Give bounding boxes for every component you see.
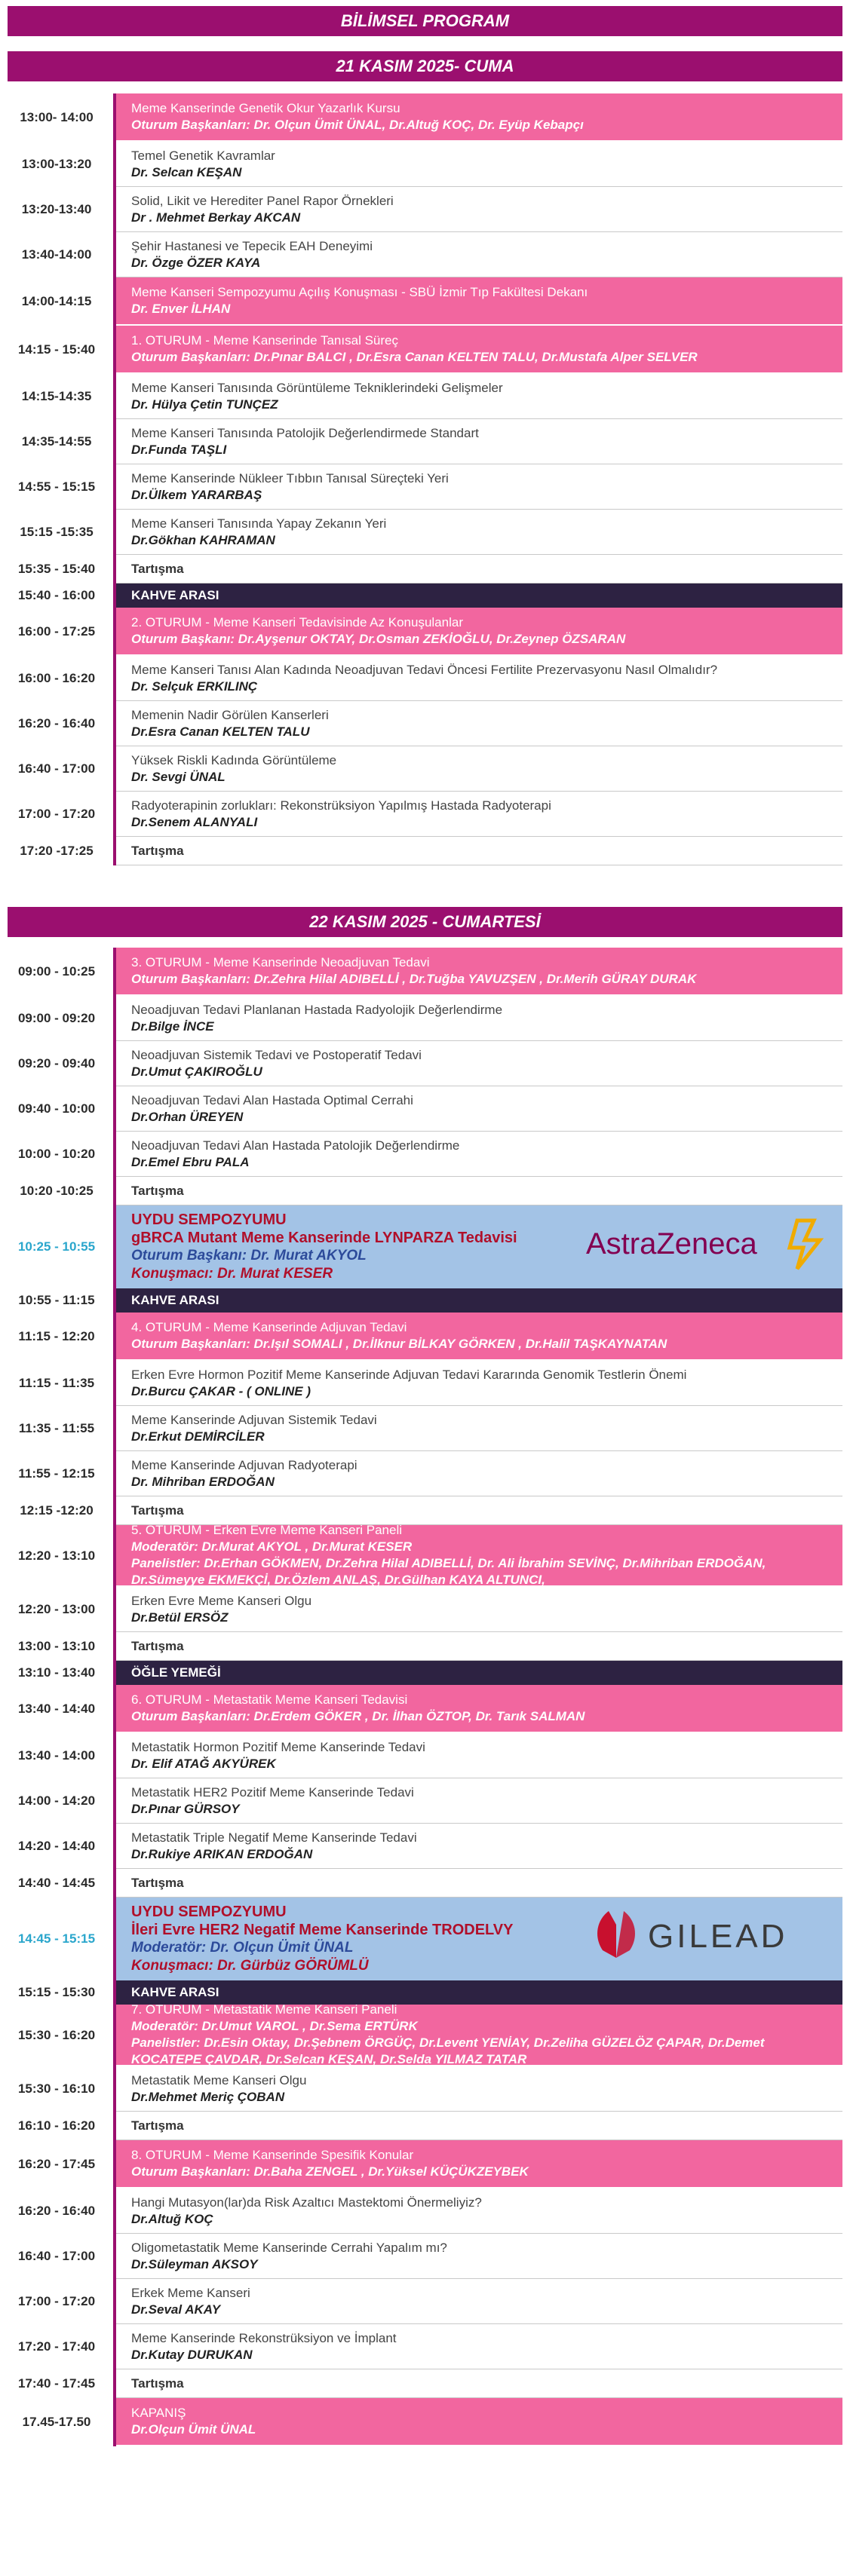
schedule-row <box>0 2066 850 2112</box>
disc-block <box>116 1632 842 1661</box>
session-title: 7. OTURUM - Metastatik Meme Kanseri Paneli <box>131 2002 397 2017</box>
speaker-name: Dr.Mehmet Meriç ÇOBAN <box>131 2089 285 2104</box>
break-label: ÖĞLE YEMEĞİ <box>131 1665 221 1680</box>
time-slot: 14:40 - 14:45 <box>17 1876 96 1890</box>
disc-block <box>116 2112 842 2140</box>
session-title: Radyoterapinin zorlukları: Rekonstrüksiyon Yapılmış Hastada Radyoterapi <box>131 798 551 813</box>
time-slot: 13:40 - 14:40 <box>17 1702 96 1716</box>
schedule-row <box>0 326 850 374</box>
schedule-row <box>0 1685 850 1733</box>
time-slot: 12:20 - 13:00 <box>17 1602 96 1616</box>
speaker-name: Dr . Mehmet Berkay AKCAN <box>131 210 301 225</box>
speaker-name: Dr.Betül ERSÖZ <box>131 1610 229 1625</box>
session-title: Meme Kanserinde Nükleer Tıbbın Tanısal Süreçteki Yeri <box>131 470 449 485</box>
time-slot: 14:00-14:15 <box>21 294 92 308</box>
session-title: Meme Kanserinde Adjuvan Radyoterapi <box>131 1457 357 1472</box>
talk-block <box>116 464 842 510</box>
time-slot: 17:20 - 17:40 <box>17 2339 96 2354</box>
session-title: Meme Kanseri Tanısı Alan Kadında Neoadjuvan Tedavi Öncesi Fertilite Prezervasyonu Nasıl Olmalıdır? <box>131 662 718 677</box>
time-slot: 16:40 - 17:00 <box>17 761 96 776</box>
speaker-name: Dr. Elif ATAĞ AKYÜREK <box>131 1756 276 1771</box>
session-title: Meme Kanserinde Rekonstrüksiyon ve İmplant <box>131 2330 397 2345</box>
discussion-label: Tartışma <box>131 843 184 858</box>
schedule-row <box>0 1132 850 1177</box>
symp-block <box>116 1898 842 1980</box>
discussion-label: Tartışma <box>131 2118 184 2133</box>
schedule-row <box>0 1778 850 1824</box>
schedule-row <box>0 1661 850 1685</box>
discussion-label: Tartışma <box>131 1183 184 1198</box>
disc-block <box>116 1496 842 1525</box>
schedule-row <box>0 837 850 865</box>
time-slot: 10:55 - 11:15 <box>18 1293 95 1307</box>
session-title: Hangi Mutasyon(lar)da Risk Azaltıcı Mastektomi Önermeliyiz? <box>131 2195 482 2210</box>
symposium-line-4: Konuşmacı: Dr. Murat KESER <box>131 1266 333 1282</box>
time-slot: 13:40-14:00 <box>21 247 92 262</box>
time-slot: 14:35-14:55 <box>21 434 92 449</box>
schedule-row <box>0 419 850 464</box>
session-title: Meme Kanseri Sempozyumu Açılış Konuşması - SBÜ İzmir Tıp Fakültesi Dekanı <box>131 285 588 299</box>
session-title: 8. OTURUM - Meme Kanserinde Spesifik Konular <box>131 2148 414 2162</box>
talk-block <box>116 1361 842 1406</box>
session-title: Metastatik Hormon Pozitif Meme Kanserinde Tedavi <box>131 1739 425 1754</box>
time-slot: 10:25 - 10:55 <box>17 1239 96 1254</box>
schedule-row <box>0 232 850 277</box>
speaker-name: Dr.Olçun Ümit ÜNAL <box>131 2422 256 2437</box>
time-slot: 17:00 - 17:20 <box>17 807 96 821</box>
talk-block <box>116 1824 842 1869</box>
time-slot: 16:10 - 16:20 <box>17 2118 96 2133</box>
talk-block <box>116 792 842 837</box>
speaker-name: Dr. Hülya Çetin TUNÇEZ <box>131 397 278 412</box>
schedule-row <box>0 1177 850 1205</box>
speaker-name: Dr. Enver İLHAN <box>131 302 231 316</box>
panelists: Panelistler: Dr.Esin Oktay, Dr.Şebnem ÖRGÜÇ, Dr.Levent YENİAY, Dr.Zeliha GÜZELÖZ ÇAPAR, Dr.Demet KOCATEPE ÇAVDAR, Dr.Selcan KEŞAN, Dr.Selda YILMAZ TATAR <box>131 2035 765 2066</box>
break-block <box>116 1288 842 1313</box>
schedule-row <box>0 948 850 996</box>
speaker-name: Dr. Özge ÖZER KAYA <box>131 255 261 270</box>
session-title: Metastatik Meme Kanseri Olgu <box>131 2072 307 2087</box>
speaker-name: Dr.Kutay DURUKAN <box>131 2347 253 2362</box>
discussion-label: Tartışma <box>131 1875 184 1890</box>
time-slot: 16:00 - 16:20 <box>17 671 96 685</box>
speaker-name: Moderatör: Dr.Murat AKYOL , Dr.Murat KESER <box>131 1539 413 1554</box>
symposium-line-1: UYDU SEMPOZYUMU <box>131 1211 287 1228</box>
speaker-name: Oturum Başkanları: Dr.Baha ZENGEL , Dr.Yüksel KÜÇÜKZEYBEK <box>131 2164 529 2179</box>
session-title: KAPANIŞ <box>131 2406 186 2420</box>
session-title: Meme Kanseri Tanısında Görüntüleme Tekniklerindeki Gelişmeler <box>131 380 503 395</box>
time-slot: 14:45 - 15:15 <box>17 1931 96 1946</box>
schedule-row <box>0 277 850 326</box>
talk-block <box>116 2234 842 2279</box>
time-slot: 14:15 - 15:40 <box>17 342 96 357</box>
schedule-row <box>0 608 850 656</box>
symposium-line-4: Konuşmacı: Dr. Gürbüz GÖRÜMLÜ <box>131 1958 369 1974</box>
disc-block <box>116 1177 842 1205</box>
time-slot: 15:15 - 15:30 <box>17 1985 96 1999</box>
session-title: Neoadjuvan Sistemik Tedavi ve Postoperatif Tedavi <box>131 1047 422 1062</box>
schedule-row <box>0 1496 850 1525</box>
schedule-row <box>0 464 850 510</box>
session-block <box>116 1685 842 1733</box>
schedule-row <box>0 584 850 608</box>
schedule-row <box>0 1733 850 1778</box>
session-block <box>116 2398 842 2446</box>
time-slot: 13:00-13:20 <box>21 157 92 171</box>
speaker-name: Dr.Umut ÇAKIROĞLU <box>131 1064 262 1079</box>
break-label: KAHVE ARASI <box>131 1293 219 1307</box>
speaker-name: Dr.Altuğ KOÇ <box>131 2211 213 2226</box>
schedule-row <box>0 1406 850 1451</box>
time-slot: 15:30 - 16:10 <box>17 2081 96 2096</box>
talk-block <box>116 1587 842 1632</box>
symp-block <box>116 1205 842 1288</box>
talk-block <box>116 2189 842 2234</box>
session-title: Meme Kanseri Tanısında Patolojik Değerlendirmede Standart <box>131 425 479 440</box>
speaker-name: Dr.Emel Ebru PALA <box>131 1154 250 1169</box>
schedule-row <box>0 1313 850 1361</box>
schedule-row <box>0 1632 850 1661</box>
talk-block <box>116 701 842 746</box>
schedule-row <box>0 1205 850 1288</box>
session-block <box>116 277 842 326</box>
schedule-row <box>0 2112 850 2140</box>
session-block <box>116 1525 842 1587</box>
session-title: Erkek Meme Kanseri <box>131 2285 250 2300</box>
time-slot: 15:15 -15:35 <box>20 525 94 539</box>
schedule-row <box>0 2369 850 2398</box>
schedule-row <box>0 2002 850 2066</box>
schedule-row <box>0 2279 850 2324</box>
time-slot: 17:20 -17:25 <box>20 844 94 858</box>
schedule-row <box>0 510 850 555</box>
time-slot: 12:15 -12:20 <box>20 1503 94 1518</box>
disc-block <box>116 1869 842 1898</box>
time-slot: 17:40 - 17:45 <box>17 2376 96 2391</box>
session-block <box>116 2002 842 2066</box>
schedule-row <box>0 142 850 187</box>
time-slot: 13:00- 14:00 <box>20 110 94 124</box>
time-slot: 09:00 - 10:25 <box>17 964 96 979</box>
speaker-name: Dr. Selçuk ERKILINÇ <box>131 678 258 694</box>
speaker-name: Oturum Başkanları: Dr. Olçun Ümit ÜNAL, Dr.Altuğ KOÇ, Dr. Eyüp Kebapçı <box>131 118 584 132</box>
schedule-row <box>0 1898 850 1980</box>
session-block <box>116 93 842 142</box>
schedule-row <box>0 2234 850 2279</box>
time-slot: 14:20 - 14:40 <box>17 1839 96 1853</box>
discussion-label: Tartışma <box>131 561 184 576</box>
schedule-row <box>0 555 850 584</box>
session-title: Oligometastatik Meme Kanserinde Cerrahi Yapalım mı? <box>131 2240 447 2255</box>
discussion-label: Tartışma <box>131 1638 184 1653</box>
time-slot: 13:20-13:40 <box>21 202 92 216</box>
time-slot: 10:20 -10:25 <box>20 1184 94 1198</box>
disc-block <box>116 837 842 865</box>
talk-block <box>116 1733 842 1778</box>
time-slot: 16:20 - 16:40 <box>17 716 96 731</box>
day2-schedule <box>0 948 850 2446</box>
speaker-name: Dr. Mihriban ERDOĞAN <box>131 1474 275 1489</box>
session-title: 2. OTURUM - Meme Kanseri Tedavisinde Az Konuşulanlar <box>131 615 463 629</box>
session-title: Meme Kanserinde Genetik Okur Yazarlık Kursu <box>131 101 400 115</box>
speaker-name: Dr.Bilge İNCE <box>131 1018 214 1034</box>
time-slot: 12:20 - 13:10 <box>17 1548 96 1563</box>
discussion-label: Tartışma <box>131 1502 184 1518</box>
time-slot: 13:00 - 13:10 <box>17 1639 96 1653</box>
time-slot: 13:10 - 13:40 <box>17 1665 96 1680</box>
schedule-row <box>0 2140 850 2189</box>
session-title: 1. OTURUM - Meme Kanserinde Tanısal Süreç <box>131 333 398 348</box>
session-title: Şehir Hastanesi ve Tepecik EAH Deneyimi <box>131 238 373 253</box>
time-slot: 11:35 - 11:55 <box>18 1421 95 1435</box>
day2-title-banner: 22 KASIM 2025 - CUMARTESİ <box>8 907 842 937</box>
schedule-row <box>0 374 850 419</box>
session-block <box>116 1313 842 1361</box>
talk-block <box>116 510 842 555</box>
time-slot: 16:40 - 17:00 <box>17 2249 96 2263</box>
speaker-name: Oturum Başkanları: Dr.Pınar BALCI , Dr.Esra Canan KELTEN TALU, Dr.Mustafa Alper SELVER <box>131 350 698 364</box>
schedule-row <box>0 1041 850 1086</box>
talk-block <box>116 142 842 187</box>
time-slot: 15:40 - 16:00 <box>17 588 96 602</box>
sponsor-logo-text: AstraZeneca <box>586 1227 757 1260</box>
speaker-name: Dr.Süleyman AKSOY <box>131 2256 258 2271</box>
talk-block <box>116 746 842 792</box>
session-title: Erken Evre Meme Kanseri Olgu <box>131 1593 312 1608</box>
session-title: Memenin Nadir Görülen Kanserleri <box>131 707 329 722</box>
speaker-name: Dr.Gökhan KAHRAMAN <box>131 532 275 547</box>
time-slot: 16:20 - 16:40 <box>17 2204 96 2218</box>
talk-block <box>116 1132 842 1177</box>
session-title: 4. OTURUM - Meme Kanserinde Adjuvan Tedavi <box>131 1320 407 1334</box>
speaker-name: Dr. Sevgi ÜNAL <box>131 769 226 784</box>
talk-block <box>116 1406 842 1451</box>
session-title: Neoadjuvan Tedavi Alan Hastada Patolojik Değerlendirme <box>131 1138 460 1153</box>
talk-block <box>116 996 842 1041</box>
day1-title-banner: 21 KASIM 2025- CUMA <box>8 51 842 81</box>
time-slot: 09:20 - 09:40 <box>17 1056 96 1071</box>
speaker-name: Dr.Burcu ÇAKAR - ( ONLINE ) <box>131 1383 311 1398</box>
time-slot: 15:30 - 16:20 <box>17 2028 96 2042</box>
symposium-line-1: UYDU SEMPOZYUMU <box>131 1904 287 1920</box>
speaker-name: Dr.Esra Canan KELTEN TALU <box>131 724 310 739</box>
sponsor-logo <box>586 1213 827 1273</box>
schedule-row <box>0 1587 850 1632</box>
time-slot: 16:20 - 17:45 <box>17 2157 96 2171</box>
talk-block <box>116 1041 842 1086</box>
session-title: Solid, Likit ve Herediter Panel Rapor Örnekleri <box>131 193 394 208</box>
session-block <box>116 326 842 374</box>
sponsor-logo <box>586 1905 827 1965</box>
talk-block <box>116 1451 842 1496</box>
session-block <box>116 2140 842 2189</box>
time-slot: 17:00 - 17:20 <box>17 2294 96 2308</box>
program-title-banner: BİLİMSEL PROGRAM <box>8 6 842 36</box>
speaker-name: Dr.Orhan ÜREYEN <box>131 1109 244 1124</box>
speaker-name: Oturum Başkanları: Dr.Erdem GÖKER , Dr. İlhan ÖZTOP, Dr. Tarık SALMAN <box>131 1709 585 1723</box>
speaker-name: Dr.Erkut DEMİRCİLER <box>131 1429 265 1444</box>
break-label: KAHVE ARASI <box>131 588 219 602</box>
talk-block <box>116 232 842 277</box>
disc-block <box>116 2369 842 2398</box>
schedule-row <box>0 2189 850 2234</box>
session-block <box>116 608 842 656</box>
talk-block <box>116 2324 842 2369</box>
time-slot: 09:00 - 09:20 <box>17 1011 96 1025</box>
talk-block <box>116 374 842 419</box>
session-title: Meme Kanseri Tanısında Yapay Zekanın Yeri <box>131 516 387 531</box>
time-slot: 11:15 - 12:20 <box>18 1329 95 1343</box>
session-title: Temel Genetik Kavramlar <box>131 148 275 163</box>
schedule-row <box>0 996 850 1041</box>
disc-block <box>116 555 842 584</box>
break-block <box>116 584 842 608</box>
session-title: Metastatik Triple Negatif Meme Kanserinde Tedavi <box>131 1830 417 1845</box>
session-title: 5. OTURUM - Erken Evre Meme Kanseri Paneli <box>131 1523 402 1537</box>
speaker-name: Dr.Seval AKAY <box>131 2302 221 2317</box>
session-block <box>116 948 842 996</box>
session-title: Neoadjuvan Tedavi Alan Hastada Optimal Cerrahi <box>131 1092 413 1107</box>
symposium-line-2: İleri Evre HER2 Negatif Meme Kanserinde TRODELVY <box>131 1922 514 1938</box>
speaker-name: Dr.Funda TAŞLI <box>131 442 227 457</box>
break-block <box>116 1661 842 1685</box>
schedule-row <box>0 187 850 232</box>
talk-block <box>116 2279 842 2324</box>
time-slot: 13:40 - 14:00 <box>17 1748 96 1763</box>
schedule-row <box>0 2324 850 2369</box>
time-slot: 11:15 - 11:35 <box>18 1376 95 1390</box>
symposium-line-3: Moderatör: Dr. Olçun Ümit ÜNAL <box>131 1940 354 1956</box>
day1-schedule <box>0 93 850 865</box>
schedule-row <box>0 1086 850 1132</box>
schedule-row <box>0 1361 850 1406</box>
schedule-row <box>0 701 850 746</box>
talk-block <box>116 1086 842 1132</box>
speaker-name: Dr.Ülkem YARARBAŞ <box>131 487 262 502</box>
time-slot: 11:55 - 12:15 <box>18 1466 95 1481</box>
speaker-name: Dr.Pınar GÜRSOY <box>131 1801 240 1816</box>
schedule-row <box>0 656 850 701</box>
speaker-name: Oturum Başkanı: Dr.Ayşenur OKTAY, Dr.Osman ZEKİOĞLU, Dr.Zeynep ÖZSARAN <box>131 632 626 646</box>
talk-block <box>116 1778 842 1824</box>
session-title: 3. OTURUM - Meme Kanserinde Neoadjuvan Tedavi <box>131 955 430 969</box>
schedule-row <box>0 1288 850 1313</box>
time-slot: 14:55 - 15:15 <box>17 479 96 494</box>
speaker-name: Dr.Rukiye ARIKAN ERDOĞAN <box>131 1846 313 1861</box>
schedule-row <box>0 792 850 837</box>
session-title: Yüksek Riskli Kadında Görüntüleme <box>131 752 337 767</box>
session-title: Erken Evre Hormon Pozitif Meme Kanserinde Adjuvan Tedavi Kararında Genomik Testlerin Önemi <box>131 1367 687 1382</box>
talk-block <box>116 2066 842 2112</box>
talk-block <box>116 187 842 232</box>
schedule-row <box>0 1869 850 1898</box>
symposium-line-2: gBRCA Mutant Meme Kanserinde LYNPARZA Tedavisi <box>131 1230 517 1246</box>
time-slot: 17.45-17.50 <box>22 2415 91 2429</box>
session-title: 6. OTURUM - Metastatik Meme Kanseri Tedavisi <box>131 1692 408 1707</box>
time-slot: 16:00 - 17:25 <box>17 624 96 639</box>
discussion-label: Tartışma <box>131 2375 184 2391</box>
time-slot: 15:35 - 15:40 <box>17 562 96 576</box>
speaker-name: Dr.Senem ALANYALI <box>131 814 258 829</box>
time-slot: 09:40 - 10:00 <box>17 1101 96 1116</box>
schedule-row <box>0 93 850 142</box>
time-slot: 10:00 - 10:20 <box>17 1147 96 1161</box>
break-label: KAHVE ARASI <box>131 1985 219 1999</box>
speaker-name: Moderatör: Dr.Umut VAROL , Dr.Sema ERTÜRK <box>131 2019 418 2033</box>
speaker-name: Oturum Başkanları: Dr.Zehra Hilal ADIBELLİ , Dr.Tuğba YAVUZŞEN , Dr.Merih GÜRAY DURAK <box>131 972 697 986</box>
schedule-row <box>0 1824 850 1869</box>
symposium-line-3: Oturum Başkanı: Dr. Murat AKYOL <box>131 1248 367 1263</box>
session-title: Neoadjuvan Tedavi Planlanan Hastada Radyolojik Değerlendirme <box>131 1002 503 1017</box>
session-title: Meme Kanserinde Adjuvan Sistemik Tedavi <box>131 1412 377 1427</box>
schedule-row <box>0 1451 850 1496</box>
schedule-row <box>0 2398 850 2446</box>
talk-block <box>116 656 842 701</box>
session-title: Metastatik HER2 Pozitif Meme Kanserinde Tedavi <box>131 1784 414 1800</box>
time-slot: 14:00 - 14:20 <box>17 1793 96 1808</box>
speaker-name: Oturum Başkanları: Dr.Işıl SOMALI , Dr.İlknur BİLKAY GÖRKEN , Dr.Halil TAŞKAYNATAN <box>131 1337 667 1351</box>
talk-block <box>116 419 842 464</box>
speaker-name: Dr. Selcan KEŞAN <box>131 164 242 179</box>
schedule-row <box>0 1525 850 1587</box>
sponsor-logo-text: GILEAD <box>648 1918 788 1955</box>
panelists: Panelistler: Dr.Erhan GÖKMEN, Dr.Zehra Hilal ADIBELLİ, Dr. Ali İbrahim SEVİNÇ, Dr.Mihriban ERDOĞAN, Dr.Sümeyye EKMEKÇİ, Dr.Özlem ANLAŞ, Dr.Gülhan KAYA ALTUNCI, <box>131 1556 766 1587</box>
time-slot: 14:15-14:35 <box>21 389 92 403</box>
schedule-row <box>0 746 850 792</box>
